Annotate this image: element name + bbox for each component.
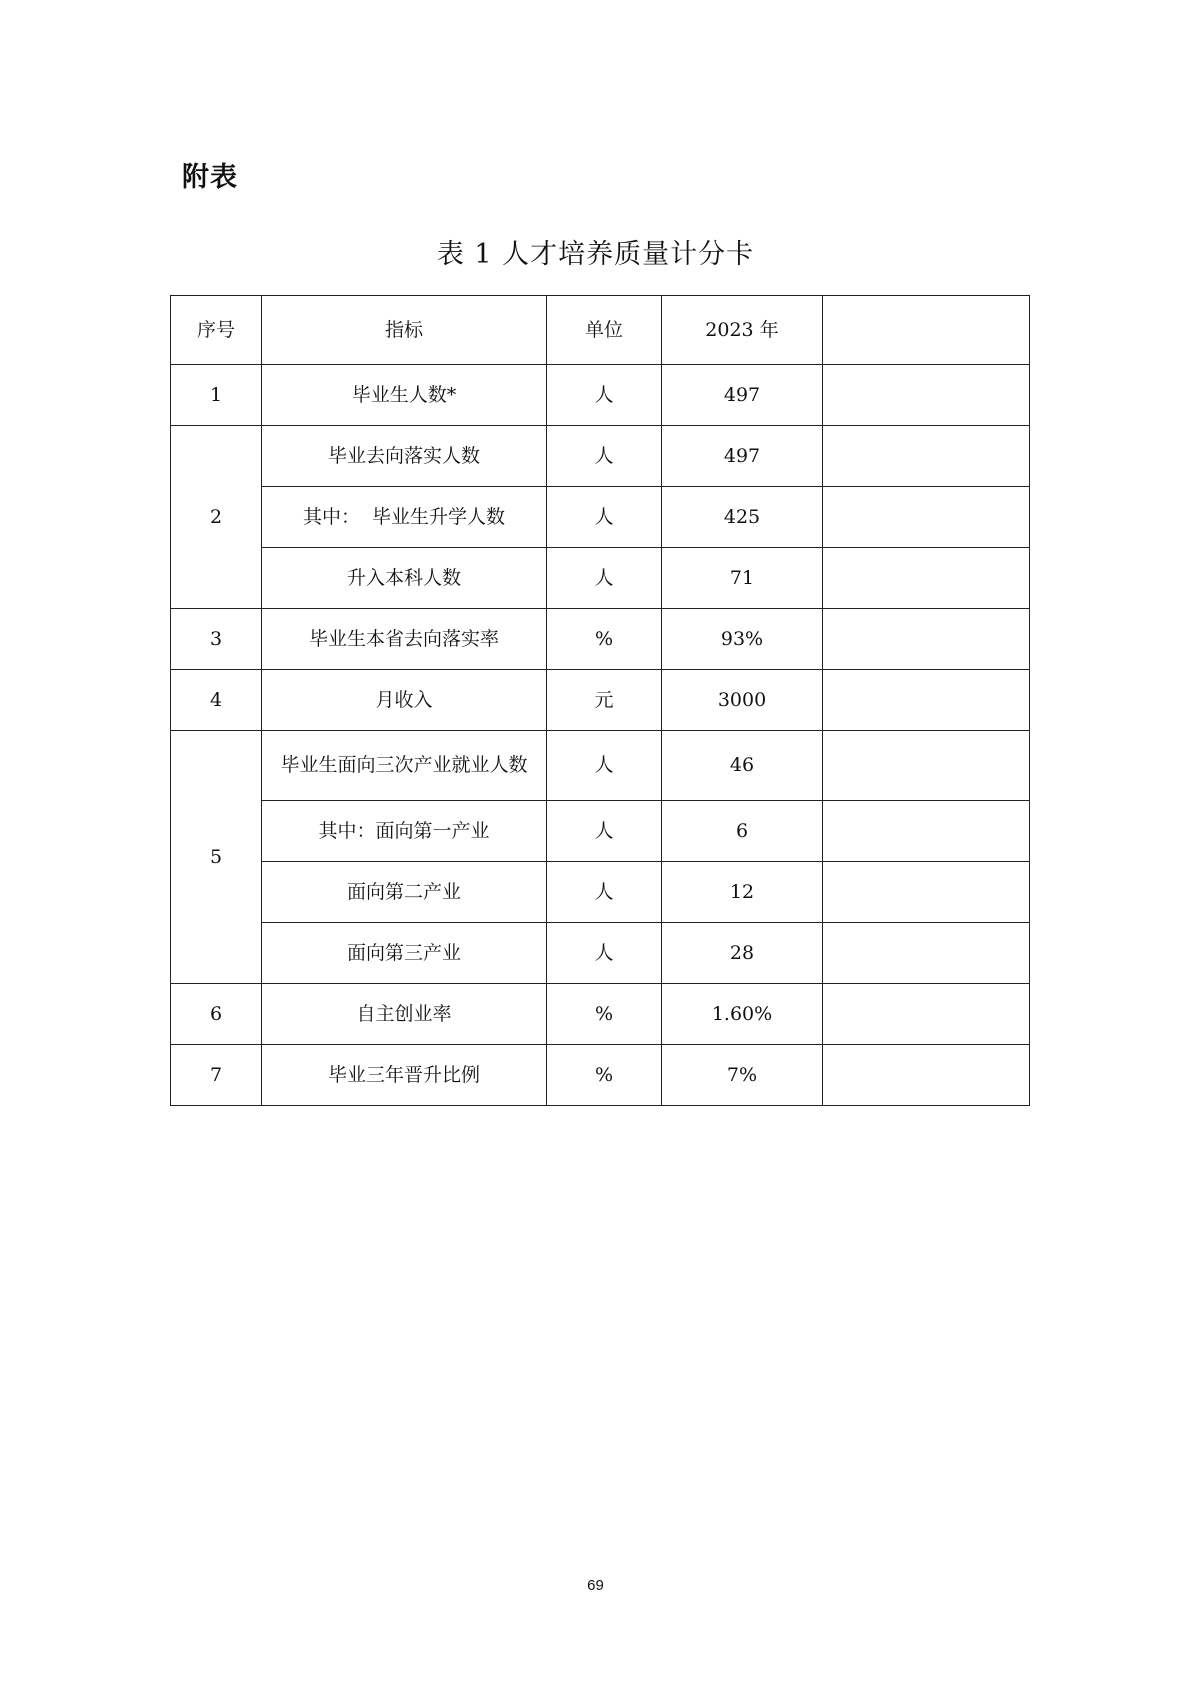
header-unit: 单位 — [547, 296, 662, 365]
row-unit: % — [547, 984, 662, 1045]
header-indicator: 指标 — [262, 296, 547, 365]
row-value: 1.60% — [662, 984, 823, 1045]
row-unit: 人 — [547, 548, 662, 609]
row-unit: 人 — [547, 426, 662, 487]
row-value: 93% — [662, 609, 823, 670]
row-unit: 人 — [547, 923, 662, 984]
row-extra — [823, 487, 1030, 548]
table-row — [171, 984, 1030, 1045]
table-row — [171, 487, 1030, 548]
row-index: 2 — [171, 426, 262, 609]
page-number: 69 — [587, 1577, 604, 1594]
row-extra — [823, 801, 1030, 862]
row-indicator: 面向第三产业 — [262, 923, 547, 984]
row-index: 3 — [171, 609, 262, 670]
table-row — [171, 801, 1030, 862]
row-value: 425 — [662, 487, 823, 548]
table-row — [171, 548, 1030, 609]
row-unit: 人 — [547, 487, 662, 548]
table-row — [171, 609, 1030, 670]
row-extra — [823, 923, 1030, 984]
row-extra — [823, 1045, 1030, 1106]
row-index: 1 — [171, 365, 262, 426]
row-value: 46 — [662, 731, 823, 801]
row-index: 5 — [171, 731, 262, 984]
row-indicator: 毕业生面向三次产业就业人数 — [262, 731, 547, 801]
row-value: 28 — [662, 923, 823, 984]
row-extra — [823, 365, 1030, 426]
row-unit: 人 — [547, 731, 662, 801]
row-indicator: 毕业生人数* — [262, 365, 547, 426]
row-value: 7% — [662, 1045, 823, 1106]
row-value: 3000 — [662, 670, 823, 731]
table-row — [171, 365, 1030, 426]
table-row — [171, 670, 1030, 731]
row-unit: 人 — [547, 365, 662, 426]
section-heading: 附表 — [182, 162, 238, 193]
row-index: 6 — [171, 984, 262, 1045]
row-unit: 人 — [547, 801, 662, 862]
row-unit: 元 — [547, 670, 662, 731]
row-indicator: 自主创业率 — [262, 984, 547, 1045]
table-row — [171, 1045, 1030, 1106]
table-row — [171, 426, 1030, 487]
header-index: 序号 — [171, 296, 262, 365]
talent-quality-scorecard-table — [170, 295, 1030, 1106]
row-indicator: 升入本科人数 — [262, 548, 547, 609]
row-extra — [823, 731, 1030, 801]
header-extra — [823, 296, 1030, 365]
table-header-row — [171, 296, 1030, 365]
row-unit: % — [547, 609, 662, 670]
row-indicator: 月收入 — [262, 670, 547, 731]
row-value: 6 — [662, 801, 823, 862]
row-value: 497 — [662, 426, 823, 487]
table-row — [171, 923, 1030, 984]
row-index: 4 — [171, 670, 262, 731]
header-year: 2023 年 — [662, 296, 823, 365]
row-indicator: 毕业去向落实人数 — [262, 426, 547, 487]
row-extra — [823, 548, 1030, 609]
table-title: 表 1 人才培养质量计分卡 — [436, 239, 755, 270]
row-value: 497 — [662, 365, 823, 426]
row-unit: 人 — [547, 862, 662, 923]
table-row — [171, 731, 1030, 801]
row-extra — [823, 426, 1030, 487]
row-index: 7 — [171, 1045, 262, 1106]
row-indicator: 毕业三年晋升比例 — [262, 1045, 547, 1106]
table-row — [171, 862, 1030, 923]
row-unit: % — [547, 1045, 662, 1106]
row-value: 71 — [662, 548, 823, 609]
row-indicator: 面向第二产业 — [262, 862, 547, 923]
row-extra — [823, 609, 1030, 670]
row-indicator: 其中：面向第一产业 — [262, 801, 547, 862]
row-indicator: 其中： 毕业生升学人数 — [262, 487, 547, 548]
row-extra — [823, 984, 1030, 1045]
row-value: 12 — [662, 862, 823, 923]
row-extra — [823, 862, 1030, 923]
row-indicator: 毕业生本省去向落实率 — [262, 609, 547, 670]
row-extra — [823, 670, 1030, 731]
